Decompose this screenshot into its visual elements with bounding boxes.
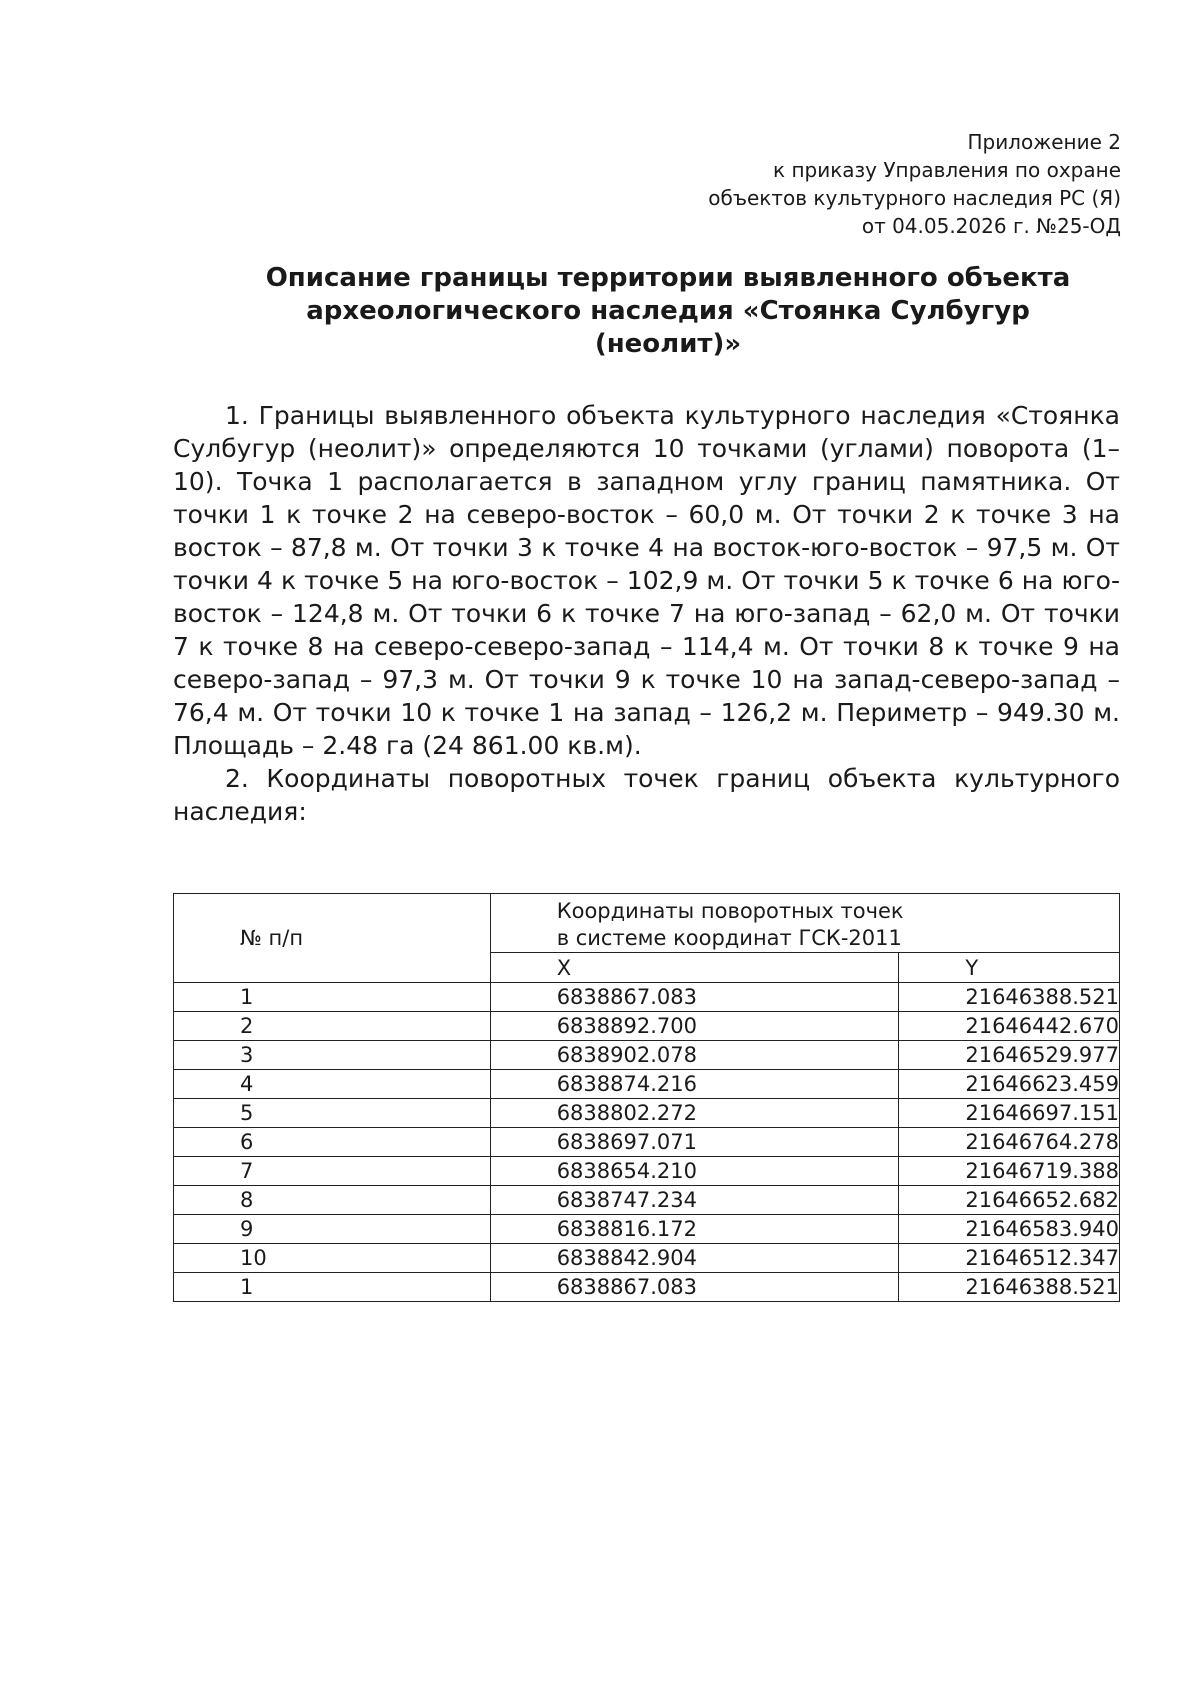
y-coordinate-cell: 21646529.977 (899, 1041, 1120, 1070)
table-row (174, 1041, 1120, 1070)
appendix-line: к приказу Управления по охране (773, 158, 1121, 182)
y-coordinate-cell: 21646697.151 (899, 1099, 1120, 1128)
x-coordinate-cell: 6838697.071 (490, 1128, 899, 1157)
header-coordinates (490, 894, 1119, 953)
y-coordinate-cell: 21646719.388 (899, 1157, 1120, 1186)
header-coordinates-line: Координаты поворотных точек (556, 898, 904, 923)
table-row (174, 1186, 1120, 1215)
x-coordinate-cell: 6838816.172 (490, 1215, 899, 1244)
table-row (174, 983, 1120, 1012)
point-number-cell: 5 (174, 1099, 491, 1128)
table-header-row (174, 894, 1120, 953)
point-number-cell: 8 (174, 1186, 491, 1215)
x-coordinate-cell: 6838654.210 (490, 1157, 899, 1186)
title-line: (неолит)» (594, 329, 742, 359)
header-y: Y (899, 953, 1120, 983)
table-row (174, 1099, 1120, 1128)
point-number-cell: 1 (174, 983, 491, 1012)
appendix-header (521, 128, 1121, 240)
appendix-line: объектов культурного наследия РС (Я) (708, 186, 1121, 210)
point-number-cell: 6 (174, 1128, 491, 1157)
appendix-line: Приложение 2 (967, 130, 1121, 154)
y-coordinate-cell: 21646583.940 (899, 1215, 1120, 1244)
x-coordinate-cell: 6838874.216 (490, 1070, 899, 1099)
header-coordinates-line: в системе координат ГСК-2011 (556, 925, 902, 950)
y-coordinate-cell: 21646623.459 (899, 1070, 1120, 1099)
y-coordinate-cell: 21646764.278 (899, 1128, 1120, 1157)
y-coordinate-cell: 21646388.521 (899, 1273, 1120, 1302)
point-number-cell: 1 (174, 1273, 491, 1302)
point-number-cell: 4 (174, 1070, 491, 1099)
table-row (174, 1128, 1120, 1157)
x-coordinate-cell: 6838892.700 (490, 1012, 899, 1041)
y-coordinate-cell: 21646652.682 (899, 1186, 1120, 1215)
body-text (173, 399, 1120, 828)
x-coordinate-cell: 6838867.083 (490, 983, 899, 1012)
x-coordinate-cell: 6838902.078 (490, 1041, 899, 1070)
header-number: № п/п (174, 894, 491, 983)
table-row (174, 1215, 1120, 1244)
table-row (174, 1244, 1120, 1273)
point-number-cell: 9 (174, 1215, 491, 1244)
paragraph-coordinates-intro: 2. Координаты поворотных точек границ объекта культурного наследия: (173, 764, 1120, 826)
table-row (174, 1273, 1120, 1302)
table-row (174, 1157, 1120, 1186)
y-coordinate-cell: 21646512.347 (899, 1244, 1120, 1273)
document-title (228, 262, 1108, 361)
point-number-cell: 3 (174, 1041, 491, 1070)
y-coordinate-cell: 21646442.670 (899, 1012, 1120, 1041)
y-coordinate-cell: 21646388.521 (899, 983, 1120, 1012)
title-line: археологического наследия «Стоянка Сулбугур (306, 296, 1030, 326)
header-x: X (490, 953, 899, 983)
point-number-cell: 10 (174, 1244, 491, 1273)
x-coordinate-cell: 6838802.272 (490, 1099, 899, 1128)
point-number-cell: 7 (174, 1157, 491, 1186)
x-coordinate-cell: 6838867.083 (490, 1273, 899, 1302)
x-coordinate-cell: 6838747.234 (490, 1186, 899, 1215)
paragraph-boundary-description: 1. Границы выявленного объекта культурного наследия «Стоянка Сулбугур (неолит)» определяются 10 точками (углами) поворота (1–10). Точка 1 располагается в западном углу границ памятника. От точки 1 к точке 2 на северо-восток – 60,0 м. От точки 2 к точке 3 на восток – 87,8 м. От точки 3 к точке 4 на восток-юго-восток – 97,5 м. От точки 4 к точке 5 на юго-восток – 102,9 м. От точки 5 к точке 6 на юго-восток – 124,8 м. От точки 6 к точке 7 на юго-запад – 62,0 м. От точки 7 к точке 8 на северо-северо-запад – 114,4 м. От точки 8 к точке 9 на северо-запад – 97,3 м. От точки 9 к точке 10 на запад-северо-запад – 76,4 м. От точки 10 к точке 1 на запад – 126,2 м. Периметр – 949.30 м. Площадь – 2.48 га (24 861.00 кв.м). (173, 401, 1120, 760)
x-coordinate-cell: 6838842.904 (490, 1244, 899, 1273)
point-number-cell: 2 (174, 1012, 491, 1041)
table-row (174, 1012, 1120, 1041)
appendix-line: от 04.05.2026 г. №25-ОД (861, 214, 1121, 238)
title-line: Описание границы территории выявленного объекта (265, 263, 1071, 293)
table-row (174, 1070, 1120, 1099)
coordinates-table (173, 893, 1120, 1302)
